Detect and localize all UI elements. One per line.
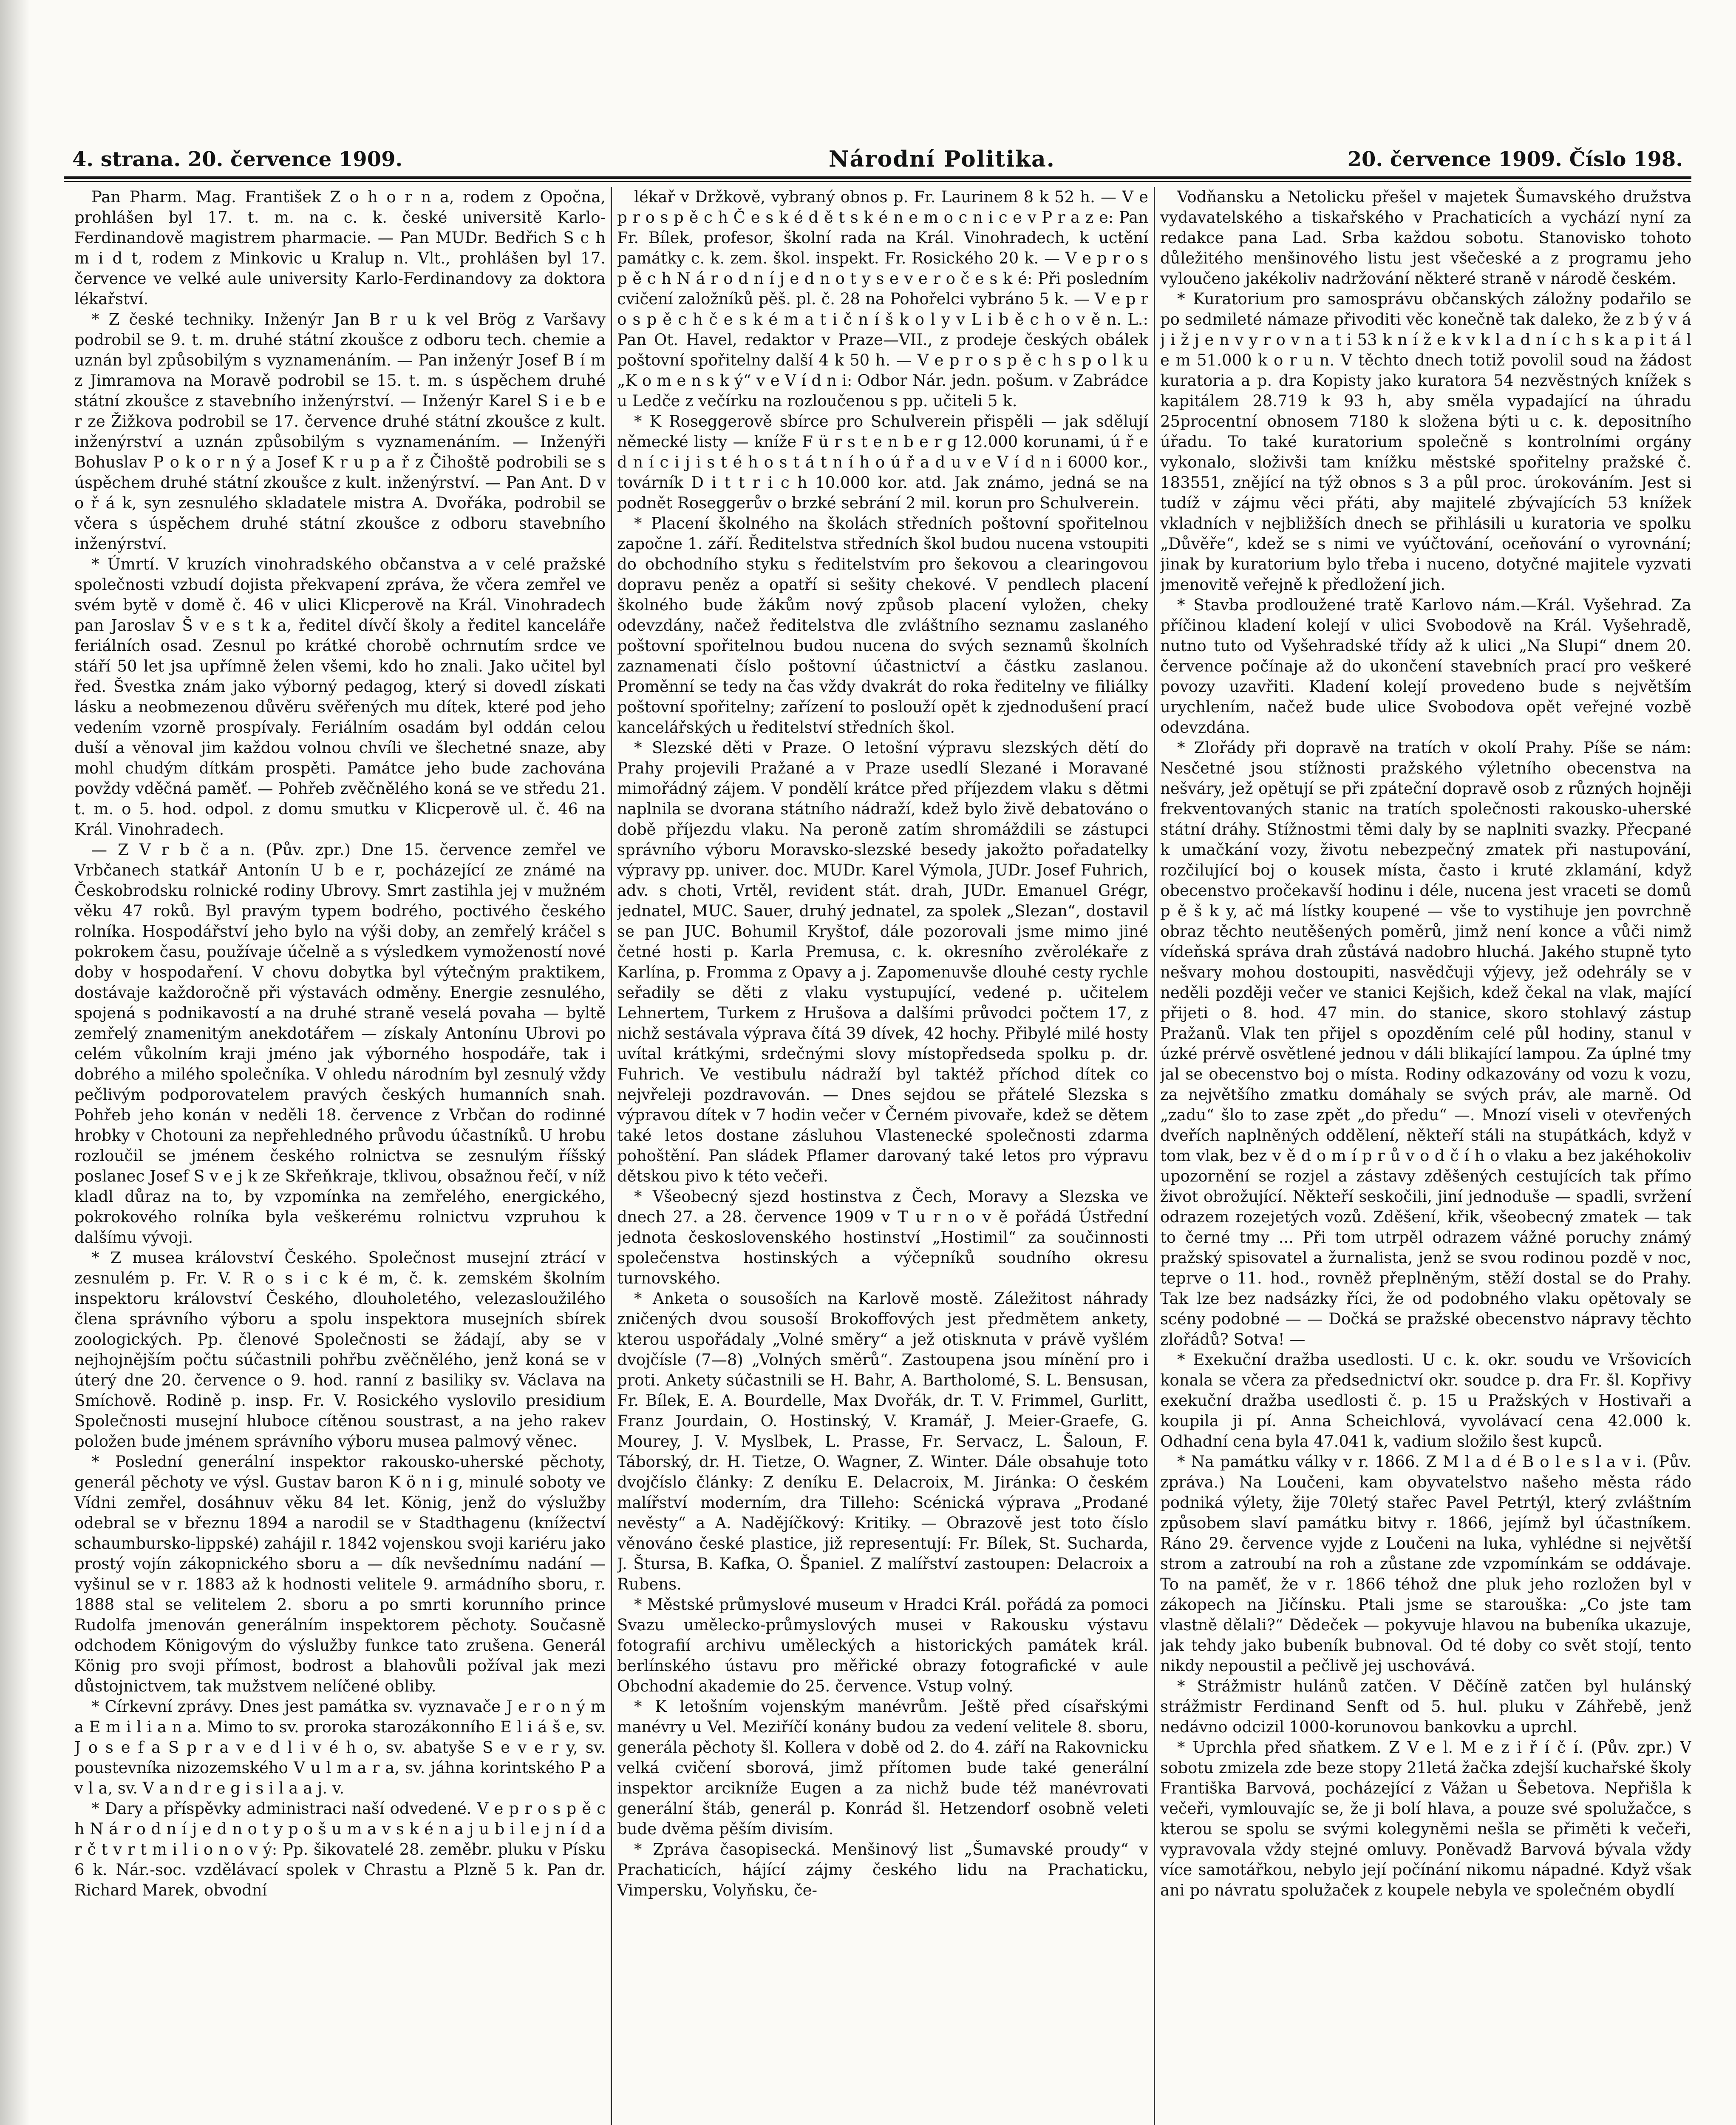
article-paragraph: * Všeobecný sjezd hostinstva z Čech, Moravy a Slezska ve dnech 27. a 28. července 1909 v T u r n o v ě pořádá Ústřední jednota československého hostinství „Hostimil“ za součinnosti společenstva hostinských a výčepníků soudního okresu turnovského. [617,1187,1148,1287]
article-paragraph: * Městské průmyslové museum v Hradci Král. pořádá za pomoci Svazu umělecko-průmyslových musei v Rakousku výstavu fotografií archivu uměleckých a historických památek král. berlínského ústavu pro měřické obrazy fotografické v aule Obchodní akademie do 25. července. Vstup volný. [617,1595,1148,1695]
article-paragraph: * Poslední generální inspektor rakousko-uherské pěchoty, generál pěchoty ve výsl. Gustav baron K ö n i g, minulé soboty ve Vídni zemřel, dosáhnuv věku 84 let. König, jenž do výslužby odebral se v březnu 1894 a narodil se v Stadthagenu (knížectví schaumbursko-lippské) zahájil r. 1842 vojenskou svoji kariéru jako prostý vojín zákopnického sboru a — dík nevšednímu nadání — vyšinul se v r. 1883 až k hodnosti velitele 9. armádního sboru, r. 1888 stal se velitelem 2. sboru a po smrti korunního prince Rudolfa jmenován generálním inspektorem pěchoty. Současně odchodem Königovým do výslužby funkce tato zrušena. Generál König pro svoji přímost, bodrost a blahovůli požíval jak mezi důstojnictvem, tak mužstvem nelíčené obliby. [74,1453,606,1695]
article-paragraph: * Anketa o sousoších na Karlově mostě. Záležitost náhrady zničených dvou sousoší Brokoffových jest předmětem ankety, kterou uspořádaly „Volné směry“ a jež otisknuta v právě vyšlém dvojčísle (7—8) „Volných směrů“. Zastoupena jsou mínění pro i proti. Ankety súčastnili se H. Bahr, A. Bartholomé, S. L. Bensusan, Fr. Bílek, E. A. Bourdelle, Max Dvořák, dr. T. V. Frimmel, Gurlitt, Franz Jourdain, O. Hostinský, V. Kramář, J. Meier-Graefe, G. Mourey, J. V. Myslbek, L. Prasse, Fr. Servacz, L. Šaloun, F. Táborský, dr. H. Tietze, O. Wagner, Z. Winter. Dále obsahuje toto dvojčíslo články: Z deníku E. Delacroix, M. Jiránka: O českém malířství moderním, dra Tilleho: Scénická výprava „Prodané nevěsty“ a A. Nadějíčkový: Kritiky. — Obrazově jest toto číslo věnováno české plastice, již representují: Fr. Bílek, St. Suchardа, J. Štursa, B. Kafka, O. Španiel. Z malířství zastoupen: Delacroix a Rubens. [617,1289,1148,1593]
text-column-2 [617,187,1148,2125]
article-paragraph: * Stavba prodloužené tratě Karlovo nám.—Král. Vyšehrad. Za příčinou kladení kolejí v ulici Svobodově na Král. Vyšehradě, nutno tuto od Vyšehradské třídy až k ulici „Na Slupi“ dnem 20. července počínaje až do ukončení stavebních prací pro veškeré povozy uzavřiti. Kladení kolejí provedeno bude s největším urychlením, načež bude ulice Svobodova opět veřejné vozbě odevzdána. [1160,596,1691,737]
article-paragraph: * Exekuční dražba usedlosti. U c. k. okr. soudu ve Vršovicích konala se včera za předsednictví okr. soudce p. dra Fr. šl. Kopřivy exekuční dražba usedlosti č. p. 15 u Pražských v Hostivaři a koupila ji pí. Anna Scheichlová, vyvolávací cena 42.000 k. Odhadní cena byla 47.041 k, vadium složilo šest kupců. [1160,1351,1691,1451]
article-paragraph: * Na památku války v r. 1866. Z M l a d é B o l e s l a v i. (Pův. zpráva.) Na Loučeni, kam obyvatelstvo našeho města rádo podniká výlety, žije 70letý stařec Pavel Petrtýl, který zvláštním způsobem slaví památku bitvy r. 1866, jejímž byl účastníkem. Ráno 29. července vyjde z Loučeni na luka, vyhlédne si největší strom a zatroubí na roh a zůstane zde vzpomínkám se oddávaje. To na paměť, že v r. 1866 téhož dne pluk jeho rozložen byl v zákopech na Jičínsku. Ptali jsme se starouška: „Co jste tam vlastně dělali?“ Dědeček — pokyvuje hlavou na bubeníka ukazuje, jak tehdy jako bubeník bubnoval. Od té doby co svět stojí, tento nikdy nepoustil a pečlivě jej uschovává. [1160,1453,1691,1675]
masthead-title: Národní Politika. [829,146,1055,172]
article-paragraph: * Církevní zprávy. Dnes jest památka sv. vyznavače J e r o n ý m a E m i l i a n a. Mimo to sv. proroka starozákonního E l i á š e, sv. J o s e f a S p r a v e d l i v é h o, sv. abatyše S e v e r y, sv. poustevníka nizozemského V u l m a r a, sv. jáhna korintského P a v l a, sv. V a n d r e g i s i l a a j. v. [74,1697,606,1797]
article-paragraph: * Z české techniky. Inženýr Jan B r u k vel Brög z Varšavy podrobil se 9. t. m. druhé státní zkoušce z odboru tech. chemie a uznán byl způsobilým s vyznamenáním. — Pan inženýr Josef B í m z Jimramova na Moravě podrobil se 15. t. m. s úspěchem druhé státní zkoušce z stavebního inženýrství. — Inženýr Karel S i e b e r ze Žižkova podrobil se 17. července druhé státní zkoušce z kult. inženýrství a uznán způsobilým s vyznamenáním. — Inženýři Bohuslav P o k o r n ý a Josef K r u p a ř z Čihoště podrobili se s úspěchem druhé státní zkoušce z kult. inženýrství. — Pan Ant. D v o ř á k, syn zesnulého skladatele mistra A. Dvořáka, podrobil se včera s úspěchem druhé státní zkoušce z odboru stavebního inženýrství. [74,310,606,553]
header-rule [64,176,1691,179]
article-paragraph: * Dary a příspěvky administraci naší odvedené. V e p r o s p ě c h N á r o d n í j e d n o t y p o š u m a v s k é n a j u b i l e j n í d a r č t v r t m i l i o n o v ý: Pp. šikovatelé 28. zeměbr. pluku v Písku 6 k. Nár.-soc. vzdělávací spolek v Chrastu a Plzně 5 k. Pan dr. Richard Marek, obvodní [74,1799,606,1899]
page-header [64,144,1691,174]
article-paragraph: * Kuratorium pro samosprávu občanských záložny podařilo se po sedmileté námaze přivoditi věc konečně tak daleko, že z b ý v á j i ž j e n v y r o v n a t i 53 k n í ž e k v k l a d n í c h s k a p i t á l e m 51.000 k o r u n. V těchto dnech totiž povolil soud na žádost kuratoria a p. dra Kopisty jako kuratora 54 nezvěstných knížek s kapitálem 28.719 k 93 h, aby směla vypadající na úhradu 25procentní obnosem 7180 k složena býti u c. k. depositního úřadu. To také kuratorium společně s kontrolními orgány vykonalo, složivši tam knížku městské spořitelny pražské č. 183551, znějící na týž obnos s 3 a půl proc. úrokováním. Jest si tudíž v zájmu věci přáti, aby majitelé zbývajících 53 knížek vkladních v nejbližších dnech se přihlásili u kuratoria ve spolku „Důvěře“, kdež se s nimi ve vyúčtování, oceňování o vyrovnání; jinak by kuratorium bylo třeba i nuceno, dotyčné majitele vyzvati jmenovitě veřejně k předložení jich. [1160,290,1691,594]
article-paragraph: * Zpráva časopisecká. Menšinový list „Šumavské proudy“ v Prachaticích, hájící zájmy českého lidu na Prachaticku, Vimpersku, Volyňsku, če- [617,1840,1148,1899]
article-paragraph: * Úmrtí. V kruzích vinohradského občanstva a v celé pražské společnosti vzbudí dojista překvapení zpráva, že včera zemřel ve svém bytě v domě č. 46 v ulici Klicperově na Král. Vinohradech pan Jaroslav Š v e s t k a, ředitel dívčí školy a ředitel kanceláře feriálních osad. Zesnul po krátké chorobě ochrnutím srdce ve stáří 50 let jsa upřímně želen všemi, kdo ho znali. Jako učitel byl řed. Švestka znám jako výborný pedagog, který si dovedl získati lásku a neobmezenou důvěru svěřených mu dítek, které pod jeho vedením vzorně prospívaly. Feriálním osadám byl oddán celou duší a věnoval jim každou volnou chvíli ve šlechetné snaze, aby mohl chudým dítkám prospěti. Památce jeho bude zachována povždy vděčná paměť. — Pohřeb zvěčnělého koná se ve středu 21. t. m. o 5. hod. odpol. z domu smutku v Klicperově ul. č. 46 na Král. Vinohradech. [74,555,606,839]
article-paragraph: * Placení školného na školách středních poštovní spořitelnou započne 1. září. Ředitelstva středních škol budou nucena vstoupiti do obchodního styku s ředitelstvím pro šekovou a clearingovou dopravu peněz a opatří si sešity chekové. V pendlech placení školného bude žákům nový způsob placení vyložen, cheky odevzdány, načež ředitelstva dle zvláštního seznamu zaslaného poštovní spořitelnou budou nucena do svých seznamů školních zaznamenati číslo poštovní účastnictví a částku zaslanou. Proměnní se tedy na čas vždy dvakrát do roka ředitelny ve filiálky poštovní spořitelny; zařízení to poslouží opět k zjednodušení prací kancelářských u ředitelství středních škol. [617,514,1148,737]
header-page-date: 4. strana. 20. července 1909. [72,147,403,171]
column-divider [1154,187,1155,2125]
text-column-1 [74,187,606,2125]
article-paragraph: * Uprchla před sňatkem. Z V e l. M e z i ř í č í. (Pův. zpr.) V sobotu zmizela zde beze stopy 21letá žačka zdejší kuchařské školy Františka Barvová, pocházející z Vážan u Šebetova. Nepřišla k večeři, vymlouvajíc se, že ji bolí hlava, a pouze své spolužačce, s kterou se spolu se svými kolegyněmi nešla se přiměti k večeři, vypravovala vždy stejné omluvy. Poněvadž Barvová bývala vždy více samotářkou, nebylo její počínání nikomu nápadné. Když však ani po návratu spolužaček z koupele nebyla ve společném obydlí [1160,1738,1691,1899]
article-paragraph: Pan Pharm. Mag. František Z o h o r n a, rodem z Opočna, prohlášen byl 17. t. m. na c. k. české universitě Karlo-Ferdinandově magistrem pharmacie. — Pan MUDr. Bedřich S c h m i d t, rodem z Minkovic u Kralup n. Vlt., prohlášen byl 17. července ve velké aule university Karlo-Ferdinandovy za doktora lékařství. [74,188,606,308]
article-paragraph: * Strážmistr hulánů zatčen. V Děčíně zatčen byl hulánský strážmistr Ferdinand Senft od 5. hul. pluku v Záhřebě, jenž nedávno odcizil 1000-korunovou bankovku a uprchl. [1160,1677,1691,1736]
article-paragraph: * Slezské děti v Praze. O letošní výpravu slezských dětí do Prahy projevili Pražané a v Praze usedlí Slezané i Moravané mimořádný zájem. V pondělí krátce před příjezdem vlaku s dětmi naplnila se dvorana státního nádraží, kdež bylo živě debatováno o době příjezdu vlaku. Na peroně zatím shromáždili se zástupci správního výboru Moravsko-slezské besedy jakožto pořadatelky výpravy pp. univer. doc. MUDr. Karel Výmola, JUDr. Josef Fuhrich, adv. s choti, Vrtěl, revident stát. drah, JUDr. Emanuel Grégr, jednatel, MUC. Sauer, druhý jednatel, za spolek „Slezan“, dostavil se pan JUC. Bohumil Kryštof, dále pozorovali jsme mimo jiné četné hosti p. Karla Premusa, c. k. okresního zvěrolékaře z Karlína, p. Fromma z Opavy a j. Zapomenuvše dlouhé cesty rychle seřadily se děti z vlaku vystupující, vedené p. učitelem Lehnertem, Turkem z Hrušova a dalšími průvodci počtem 17, z nichž sestávala výprava čítá 39 dívek, 42 hochy. Přibylé milé hosty uvítal krátkými, srdečnými slovy místopředseda spolku p. dr. Fuhrich. Ve vestibulu nádraží byl taktéž příchod dítek co nejvřeleji pozdravován. — Dnes sejdou se přátelé Slezska s výpravou dítek v 7 hodin večer v Černém pivovaře, kdež se dětem také letos dostane zásluhou Vlastenecké společnosti zdarma pohoštění. Pan sládek Pflamer darovaný také letos pro výpravu dětskou pivo k této večeři. [617,739,1148,1185]
binding-shadow [0,0,30,2125]
header-issue-number: 20. července 1909. Číslo 198. [1347,147,1683,171]
article-paragraph: — Z V r b č a n. (Pův. zpr.) Dne 15. července zemřel ve Vrbčanech statkář Antonín U b e r, pocházející ze známé na Českobrodsku rolnické rodiny Ubrovy. Smrt zastihla jej v mužném věku 47 roků. Byl pravým typem bodrého, poctivého českého rolníka. Hospodářství jeho bylo na výši doby, an zemřelý kráčel s pokrokem času, používaje účelně a s výsledkem vymožeností nové doby v hospodaření. V chovu dobytka byl výtečným praktikem, dostávaje každoročně při výstavách odměny. Energie zesnulého, spojená s podnikavostí a na druhé straně veselá povaha — byltě zemřelý znamenitým anekdotářem — získaly Antonínu Ubrovi po celém vůkolním kraji jméno jak výborného hospodáře, tak i dobrého a milého společníka. V ohledu národním byl zesnulý vždy pečlivým podporovatelem pravých českých humanních snah. Pohřeb jeho konán v neděli 18. července z Vrbčan do rodinné hrobky v Chotouni za nepřehledného průvodu účastníků. U hrobu rozloučil se jménem českého rolnictva se zesnulým říšský poslanec Josef S v e j k ze Skřeňkraje, tklivou, obsažnou řečí, v níž kladl důraz na to, by vzpomínka na zemřelého, energického, pokrokového rolníka byla veškerému rolnictvu vzpruhou k dalšímu vývoji. [74,841,606,1247]
header-rule-thin [64,181,1691,182]
article-paragraph: * K Roseggerově sbírce pro Schulverein přispěli — jak sdělují německé listy — kníže F ü r s t e n b e r g 12.000 korunami, ú ř e d n í c i j i s t é h o s t á t n í h o ú ř a d u v e V í d n i 6000 kor., továrník D i t t r i c h 10.000 kor. atd. Jak známo, jedná se na podnět Roseggerův o brzké sebrání 2 mil. korun pro Schulverein. [617,412,1148,512]
article-paragraph: * Z musea království Českého. Společnost musejní ztrácí v zesnulém p. Fr. V. R o s i c k é m, č. k. zemském školním inspektoru království Českého, dlouholetého, velezasloužilého člena správního výboru a spolu inspektora musejních sbírek zoologických. Pp. členové Společnosti se žádají, aby se v nejhojnějším počtu súčastnili pohřbu zvěčnělého, jenž koná se v úterý dne 20. července o 9. hod. ranní z basiliky sv. Václava na Smíchově. Rodině p. insp. Fr. V. Rosického vyslovilo presidium Společnosti musejní hluboce cítěnou soustrast, a na jeho rakev položen bude jménem správního výboru musea palmový věnec. [74,1249,606,1451]
article-paragraph: Vodňansku a Netolicku přešel v majetek Šumavského družstva vydavatelského a tiskařského v Prachaticích a vychází nyní za redakce pana Lad. Srba každou sobotu. Stanovisko tohoto důležitého menšinového listu jest všečeské a z programu jeho vyloučeno jakékoliv nadržování některé straně v národě českém. [1160,188,1691,288]
text-column-3 [1160,187,1691,2125]
column-divider [611,187,612,2125]
article-paragraph: * Zlořády při dopravě na tratích v okolí Prahy. Píše se nám: Nesčetné jsou stížnosti pražského výletního obecenstva na nešváry, jež opětují se při zpáteční dopravě osob z různých hojněji frekventovaných stanic na tratích společnosti rakousko-uherské státní dráhy. Stížnostmi těmi daly by se naplniti svazky. Přecpané k umačkání vozy, životu nebezpečný zmatek při nastupování, rozčilující boj o kousek místa, často i kruté zklamání, když obecenstvo pročekavší hodinu i déle, nucena jest vraceti se domů p ě š k y, ač má lístky koupené — vše to vystihuje jen povrchně obraz těchto neutěšených poměrů, jimž není konce a vůči nimž vídeňská správa drah zůstává nadobro hluchá. Jakého stupně tyto nešvary mohou dostoupiti, nasvědčuji výjevy, jež odehrály se v neděli později večer ve stanici Kejšich, kdež čekal na vlak, mající přijeti o 8. hod. 47 min. do stanice, skoro stohlavý zástup Pražanů. Vlak ten přijel s opozděním celé půl hodiny, stanul v úzké prérvě osvětlené jednou v dáli blikající lampou. Za úplné tmy jal se obecenstvo boj o místa. Rodiny odkazovány od vozu k vozu, za největšího zmatku domáhaly se svých práv, ale marně. Od „zadu“ šlo to zase zpět „do předu“ —. Mnozí viseli v otevřených dveřích naplněných oddělení, někteří stáli na stupátkách, když v tom vlak, bez v ě d o m í p r ů v o d č í h o vlaku a bez jakéhokoliv upozornění se rozjel a zástavy zděšených cestujících tak přímo život obrožující. Někteří seskočili, jiní jednoduše — spadli, svržení odrazem rozejetých vozů. Zděšení, křik, všeobecný zmatek — tak to černé tmy ... Při tom utrpěl odrazem vážné poruchy známý pražský spisovatel a žurnalista, jenž se svou rodinou pozdě v noc, teprve o 11. hod., rovněž přeplněným, stěží dostal se do Prahy. Tak lze bez nadsázky říci, že od podobného vlaku opětovaly se scény podobné — — Dočká se pražské obecenstvo nápravy těchto zlořádů? Sotva! — [1160,739,1691,1349]
article-paragraph: * K letošním vojenským manévrům. Ještě před císařskými manévry u Vel. Meziříčí konány budou za vedení velitele 8. sboru, generála pěchoty šl. Kollera v době od 2. do 4. září na Rakovnicku velká cvičení sborová, jimž přítomen bude také generální inspektor arcikníže Eugen a za nichž bude též manévrovati generální štáb, generál p. Konrád šl. Hetzendorf osobně veleti bude dvěma pěším divisím. [617,1697,1148,1838]
article-paragraph: lékař v Držkově, vybraný obnos p. Fr. Laurinem 8 k 52 h. — V e p r o s p ě c h Č e s k é d ě t s k é n e m o c n i c e v P r a z e: Pan Fr. Bílek, profesor, školní rada na Král. Vinohradech, k uctění památky c. k. zem. škol. inspekt. Fr. Rosického 20 k. — V e p r o s p ě c h N á r o d n í j e d n o t y s e v e r o č e s k é: Při posledním cvičení založníků pěš. pl. č. 28 na Pohořelci vybráno 5 k. — V e p r o s p ě c h č e s k é m a t i č n í š k o l y v L i b ě c h o v ě n. L.: Pan Ot. Havel, redaktor v Praze—VII., z prodeje českých obálek poštovní spořitelny další 4 k 50 h. — V e p r o s p ě c h s p o l k u „K o m e n s k ý“ v e V í d n i: Odbor Nár. jedn. pošum. v Zabrádce u Ledče z večírku na rozloučenou s pp. učiteli 5 k. [617,188,1148,410]
